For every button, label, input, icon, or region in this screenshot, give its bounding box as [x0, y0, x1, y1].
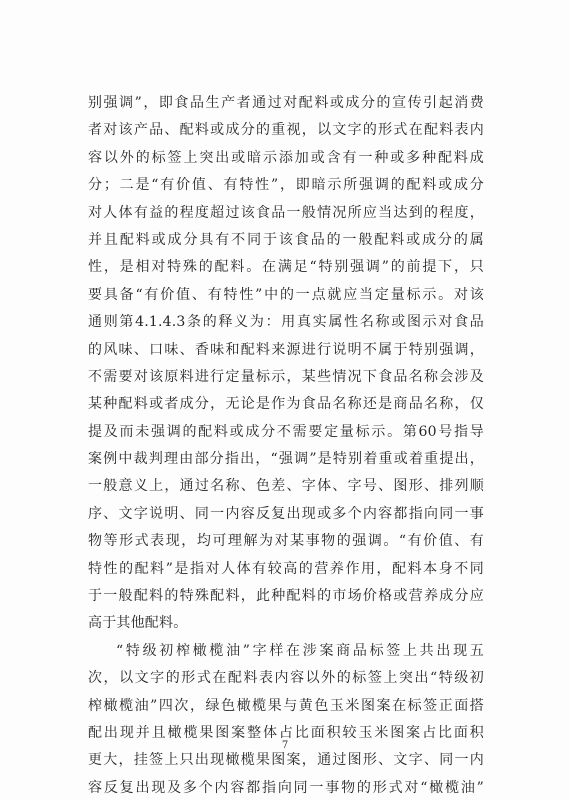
text-line: 不需要对该原料进行定量标示，某些情况下食品名称会涉及 — [88, 368, 484, 385]
text-line: 特性的配料”是指对人体有较高的营养作用，配料本身不同 — [88, 560, 484, 577]
text-line: 于一般配料的特殊配料，此种配料的市场价格或营养成分应 — [88, 588, 484, 605]
text-line: 对人体有益的程度超过该食品一般情况所应当达到的程度， — [88, 204, 484, 221]
text-line: 次，以文字的形式在配料表内容以外的标签上突出“特级初 — [88, 670, 484, 687]
text-line: 序、文字说明、同一内容反复出现或多个内容都指向同一事 — [88, 505, 484, 522]
text-line: 容反复出现及多个内容都指向同一事物的形式对“橄榄油” — [88, 779, 484, 796]
text-line: “特级初榨橄榄油”字样在涉案商品标签上共出现五 — [116, 642, 484, 659]
text-line: 性，是相对特殊的配料。在满足“特别强调”的前提下，只 — [88, 259, 484, 276]
text-line: 配出现并且橄榄果图案整体占比面积较玉米图案占比面积 — [88, 724, 484, 741]
page-number: 7 — [281, 740, 289, 751]
text-line: 物等形式表现，均可理解为对某事物的强调。“有价值、有 — [88, 533, 484, 550]
text-line: 榨橄榄油”四次，绿色橄榄果与黄色玉米图案在标签正面搭 — [88, 697, 484, 714]
text-line: 的风味、口味、香味和配料来源进行说明不属于特别强调， — [88, 341, 484, 358]
text-line: 别强调”，即食品生产者通过对配料或成分的宣传引起消费 — [88, 95, 484, 111]
text-line: 某种配料或者成分，无论是作为食品名称还是商品名称，仅 — [88, 396, 484, 413]
text-line: 要具备“有价值、有特性”中的一点就应当定量标示。对该 — [88, 286, 484, 303]
text-line: 更大，挂签上只出现橄榄果图案，通过图形、文字、同一内 — [88, 752, 484, 769]
text-line: 提及而未强调的配料或成分不需要定量标示。第60号指导 — [88, 423, 484, 440]
text-line: 一般意义上，通过名称、色差、字体、字号、图形、排列顺 — [88, 478, 484, 495]
text-line: 通则第4.1.4.3条的释义为：用真实属性名称或图示对食品 — [88, 314, 484, 331]
text-line: 案例中裁判理由部分指出，“强调”是特别着重或着重提出， — [88, 451, 484, 468]
text-line: 高于其他配料。 — [88, 615, 188, 632]
text-line: 者对该产品、配料或成分的重视，以文字的形式在配料表内 — [88, 122, 484, 139]
body-text — [88, 90, 484, 802]
text-line: 分；二是“有价值、有特性”，即暗示所强调的配料或成分 — [88, 177, 484, 194]
text-line: 容以外的标签上突出或暗示添加或含有一种或多种配料成 — [88, 149, 484, 166]
text-line: 并且配料或成分具有不同于该食品的一般配料或成分的属 — [88, 231, 484, 248]
